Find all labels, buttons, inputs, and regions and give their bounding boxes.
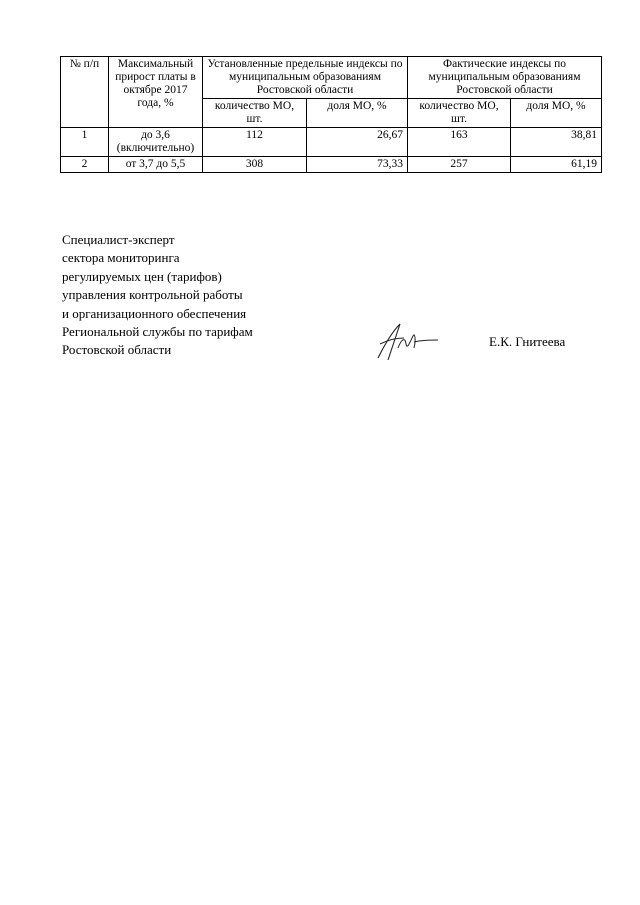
- header-max-growth: Максимальный прирост платы в октябре 2017 года, %: [109, 57, 203, 128]
- signatory-line: регулируемых цен (тарифов): [62, 268, 222, 284]
- signatory-line: Специалист-эксперт: [62, 232, 175, 247]
- indices-table: [60, 56, 602, 173]
- signatory-line: Региональной службы по тарифам: [62, 324, 253, 340]
- row-act-count: 163: [408, 128, 511, 157]
- signatory-line: и организационного обеспечения: [62, 305, 247, 321]
- header-est-share: доля МО, %: [307, 99, 408, 128]
- header-act-count: количество МО, шт.: [408, 99, 511, 128]
- row-est-share: 73,33: [307, 157, 408, 173]
- row-act-count: 257: [408, 157, 511, 173]
- row-act-share: 61,19: [511, 157, 602, 173]
- table-row: [61, 157, 602, 173]
- header-act-share: доля МО, %: [511, 99, 602, 128]
- signatory-name: Е.К. Гнитеева: [489, 334, 566, 349]
- row-est-share: 26,67: [307, 128, 408, 157]
- signatory-line: Ростовской области: [62, 342, 172, 358]
- row-number: 1: [61, 128, 109, 157]
- header-established: Установленные предельные индексы по муниципальным образованиям Ростовской области: [203, 57, 408, 99]
- table-row: [61, 128, 602, 157]
- row-range: до 3,6 (включительно): [109, 128, 203, 157]
- header-number: № п/п: [61, 57, 109, 128]
- header-est-count: количество МО, шт.: [203, 99, 307, 128]
- table-header-row: [61, 57, 602, 99]
- signatory-line: сектора мониторинга: [62, 250, 180, 266]
- row-est-count: 308: [203, 157, 307, 173]
- row-range: от 3,7 до 5,5: [109, 157, 203, 173]
- row-number: 2: [61, 157, 109, 173]
- handwritten-signature: [370, 318, 440, 364]
- row-act-share: 38,81: [511, 128, 602, 157]
- signatory-line: управления контрольной работы: [62, 287, 243, 303]
- signatory-title: [62, 231, 253, 360]
- header-actual: Фактические индексы по муниципальным образованиям Ростовской области: [408, 57, 602, 99]
- row-est-count: 112: [203, 128, 307, 157]
